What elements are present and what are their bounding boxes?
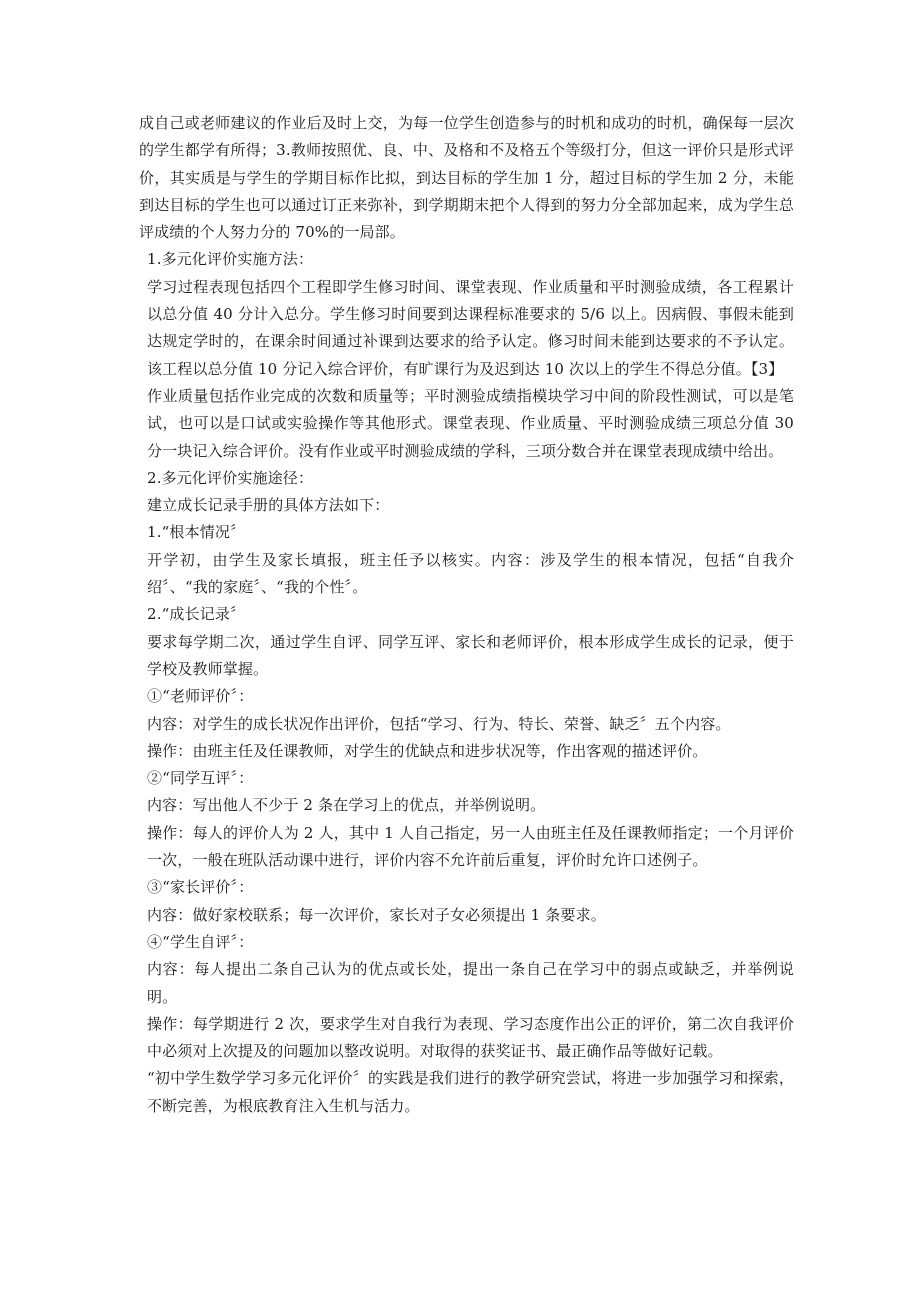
paragraph-intro: 成自己或老师建议的作业后及时上交，为每一位学生创造参与的时机和成功的时机，确保每一层次的学生都学有所得；3.教师按照优、良、中、及格和不及格五个等级打分，但这一评价只是形式评价，其实质是与学生的学期目标作比拟，到达目标的学生加 1 分，超过目标的学生加 2 分，未能到达目标的学生也可以通过订正来弥补，到学期期末把个人得到的努力分全部加起来，成为学生总评成绩的个人努力分的 70%的一局部。 [139,114,794,242]
paragraph-teacher-content: 内容：对学生的成长状况作出评价，包括“学习、行为、特长、荣誉、缺乏〞五个内容。 [147,714,731,733]
heading-growth-record: 2.“成长记录〞 [147,605,246,624]
paragraph-conclusion: “初中学生数学学习多元化评价〞的实践是我们进行的教学研究尝试，将进一步加强学习和探索，不断完善，为根底教育注入生机与活力。 [147,1069,794,1115]
heading-self-eval: ④“学生自评〞： [147,932,254,951]
paragraph-parent-content: 内容：做好家校联系；每一次评价，家长对子女必须提出 1 条要求。 [147,905,606,924]
heading-parent-eval: ③“家长评价〞： [147,878,254,897]
heading-teacher-eval: ①“老师评价〞： [147,687,254,706]
paragraph-handbook: 建立成长记录手册的具体方法如下： [147,496,390,515]
paragraph-process: 学习过程表现包括四个工程即学生修习时间、课堂表现、作业质量和平时测验成绩，各工程累计以总分值 40 分计入总分。学生修习时间要到达课程标准要求的 5/6 以上。因病假、事假未能到达规定学时的，在课余时间通过补课到达要求的给予认定。修习时间未能到达要求的不予认定。该工程以总分值 10 分记入综合评价，有旷课行为及迟到达 10 次以上的学生不得总分值。【3】 [147,277,794,378]
paragraph-peer-operation: 操作：每人的评价人为 2 人，其中 1 人自己指定，另一人由班主任及任课教师指定；一个月评价一次，一般在班队活动课中进行，评价内容不允许前后重复，评价时允许口述例子。 [147,823,794,870]
paragraph-self-operation: 操作：每学期进行 2 次，要求学生对自我行为表现、学习态度作出公正的评价，第二次自我评价中必须对上次提及的问题加以整改说明。对取得的获奖证书、最正确作品等做好记载。 [147,1014,794,1061]
paragraph-teacher-operation: 操作：由班主任及任课教师，对学生的优缺点和进步状况等，作出客观的描述评价。 [147,741,708,760]
heading-basic-info: 1.“根本情况〞 [147,523,246,542]
paragraph-basic-info: 开学初，由学生及家长填报，班主任予以核实。内容：涉及学生的根本情况，包括“自我介绍〞、“我的家庭〞、“我的个性〞。 [147,550,794,597]
paragraph-homework: 作业质量包括作业完成的次数和质量等；平时测验成绩指模块学习中间的阶段性测试，可以是笔试，也可以是口试或实验操作等其他形式。课堂表现、作业质量、平时测验成绩三项总分值 30 分一块记入综合评价。没有作业或平时测验成绩的学科，三项分数合并在课堂表现成绩中给出。 [147,386,794,460]
heading-method: 1.多元化评价实施方法： [147,250,314,269]
paragraph-growth-record: 要求每学期二次，通过学生自评、同学互评、家长和老师评价，根本形成学生成长的记录，便于学校及教师掌握。 [147,632,794,678]
paragraph-peer-content: 内容：写出他人不少于 2 条在学习上的优点，并举例说明。 [147,796,546,815]
document-body [139,110,794,1120]
heading-peer-eval: ②“同学互评〞： [147,769,254,788]
paragraph-self-content: 内容：每人提出二条自己认为的优点或长处，提出一条自己在学习中的弱点或缺乏，并举例说明。 [147,960,794,1006]
heading-approach: 2.多元化评价实施途径： [147,468,314,487]
